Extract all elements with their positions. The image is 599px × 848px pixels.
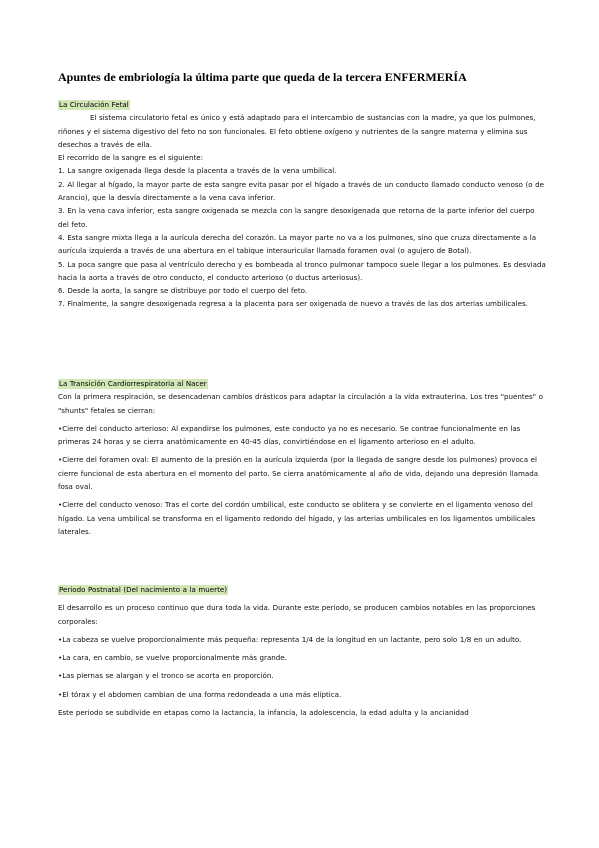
list-item: 1. La sangre oxigenada llega desde la placenta a través de la vena umbilical. [58,166,337,176]
paragraph: El sistema circulatorio fetal es único y está adaptado para el intercambio de sustancias con la madre, ya que los pulmones, riñones y el sistema digestivo del feto no son funcionales. El feto obtiene oxígeno y nutrientes de la sangre materna y elimina sus desechos a través de ella. [58,113,536,149]
list-item: 3. En la vena cava inferior, esta sangre oxigenada se mezcla con la sangre desoxigenada que retorna de la parte inferior del cuerpo del feto. [58,206,535,229]
paragraph: El recorrido de la sangre es el siguiente: [58,153,204,163]
list-item: • Cierre del conducto arterioso: Al expandirse los pulmones, este conducto ya no es necesario. Se contrae funcionalmente en las primeras 24 horas y se cierra anatómicamente en 40-45 días, convirtiéndose en el ligamento arterioso en el adulto. [58,422,546,449]
section-heading: Periodo Postnatal (Del nacimiento a la muerte) [59,585,227,594]
section-heading: La Transición Cardiorrespiratoria al Nacer [59,379,207,388]
list-item: 7. Finalmente, la sangre desoxigenada regresa a la placenta para ser oxigenada de nuevo a través de las dos arterias umbilicales. [58,299,528,309]
section-heading: La Circulación Fetal [59,100,129,109]
list-item: 5. La poca sangre que pasa al ventrículo derecho y es bombeada al tronco pulmonar tampoco suele llegar a los pulmones. Es desviada hacia la aorta a través de otro conducto, el conducto arterioso (o ductus arteriosus). [58,259,546,282]
list-item: • La cara, en cambio, se vuelve proporcionalmente más grande. [58,651,546,664]
paragraph: El desarrollo es un proceso continuo que dura toda la vida. Durante este periodo, se producen cambios notables en las proporciones corporales: [58,603,536,626]
section-transicion [58,377,546,538]
list-item: • Las piernas se alargan y el tronco se acorta en proporción. [58,669,546,682]
section-postnatal [58,583,546,719]
paragraph: Este periodo se subdivide en etapas como la lactancia, la infancia, la adolescencia, la edad adulta y la ancianidad [58,708,469,718]
list-item: 6. Desde la aorta, la sangre se distribuye por todo el cuerpo del feto. [58,286,308,296]
list-item: • El tórax y el abdomen cambian de una forma redondeada a una más elíptica. [58,688,546,701]
section-circulacion-fetal [58,98,546,311]
list-item: 2. Al llegar al hígado, la mayor parte de esta sangre evita pasar por el hígado a través de un conducto llamado conducto venoso (o de Arancio), que la desvía directamente a la vena cava inferior. [58,179,544,203]
list-item: 4. Esta sangre mixta llega a la aurícula derecha del corazón. La mayor parte no va a los pulmones, sino que cruza directamente a la aurícula izquierda a través de una abertura en el tabique interauricular llamada foramen oval (o agujero de Botal). [58,232,537,256]
list-item: • Cierre del foramen oval: El aumento de la presión en la aurícula izquierda (por la llegada de sangre desde los pulmones) provoca el cierre funcional de esta abertura en el momento del parto. Se cierra anatómicamente al año de vida, dejando una depresión llamada fosa oval. [58,453,546,493]
document-title: Apuntes de embriología la última parte que queda de la tercera ENFERMERÍA [58,70,467,84]
list-item: • Cierre del conducto venoso: Tras el corte del cordón umbilical, este conducto se oblitera y se convierte en el ligamento venoso del hígado. La vena umbilical se transforma en el ligamento redondo del hígado, y las arterias umbilicales en los ligamentos umbilicales laterales. [58,498,546,538]
paragraph: Con la primera respiración, se desencadenan cambios drásticos para adaptar la circulación a la vida extrauterina. Los tres "puentes" o "shunts" fetales se cierran: [58,392,543,415]
list-item: • La cabeza se vuelve proporcionalmente más pequeña: representa 1/4 de la longitud en un lactante, pero solo 1/8 en un adulto. [58,633,546,646]
